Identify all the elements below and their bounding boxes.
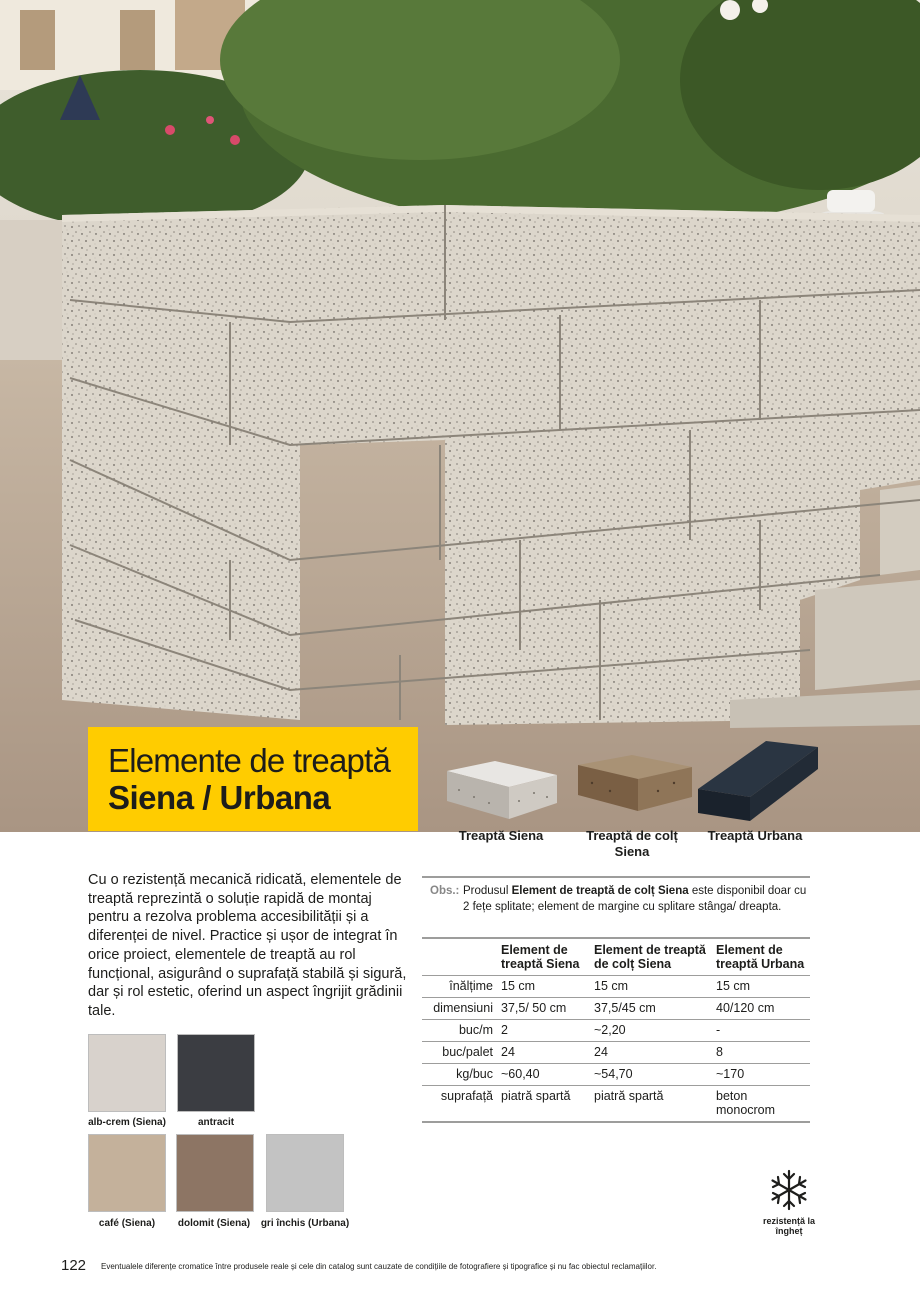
title-box bbox=[88, 727, 418, 831]
product-treapta-colt-siena bbox=[567, 735, 697, 865]
swatch-label: alb-crem (Siena) bbox=[88, 1117, 166, 1128]
table-cell: 37,5/45 cm bbox=[590, 998, 712, 1020]
table-header-cell: Element de treaptă de colț Siena bbox=[590, 938, 712, 976]
table-cell: 15 cm bbox=[712, 976, 810, 998]
table-row bbox=[422, 1042, 810, 1064]
page-title-line1: Elemente de treaptă bbox=[108, 742, 390, 779]
table-header-row bbox=[422, 938, 810, 976]
table-cell: 24 bbox=[590, 1042, 712, 1064]
swatch-label: antracit bbox=[197, 1117, 235, 1128]
page-number: 122 bbox=[61, 1257, 87, 1274]
table-cell: ~2,20 bbox=[590, 1020, 712, 1042]
table-cell: beton monocrom bbox=[712, 1086, 810, 1123]
note-text-bold: Element de treaptă de colț Siena bbox=[511, 885, 689, 897]
table-cell: 40/120 cm bbox=[712, 998, 810, 1020]
product-label: Treaptă de colț Siena bbox=[586, 828, 678, 859]
product-gallery bbox=[430, 735, 820, 865]
table-row bbox=[422, 1064, 810, 1086]
note-divider bbox=[422, 876, 810, 878]
row-label: înălțime bbox=[422, 976, 497, 998]
table-cell: 15 cm bbox=[590, 976, 712, 998]
step-block-corner-icon bbox=[570, 735, 694, 821]
table-header-cell: Element de treaptă Siena bbox=[497, 938, 590, 976]
table-cell: piatră spartă bbox=[497, 1086, 590, 1123]
row-label: dimensiuni bbox=[422, 998, 497, 1020]
step-block-dark-icon bbox=[690, 735, 820, 821]
swatch-label: dolomit (Siena) bbox=[177, 1218, 251, 1229]
product-label: Treaptă Siena bbox=[458, 828, 544, 843]
swatch-antracit bbox=[177, 1034, 255, 1112]
row-label: suprafață bbox=[422, 1086, 497, 1123]
product-treapta-siena bbox=[436, 735, 566, 865]
product-label: Treaptă Urbana bbox=[707, 828, 803, 843]
row-label: buc/m bbox=[422, 1020, 497, 1042]
swatch-label: café (Siena) bbox=[98, 1218, 156, 1229]
table-cell: - bbox=[712, 1020, 810, 1042]
table-header-cell: Element de treaptă Urbana bbox=[712, 938, 810, 976]
intro-paragraph: Cu o rezistență mecanică ridicată, elementele de treaptă reprezintă o soluție rapidă de montaj pentru a rezolva problema accesibilității și a diferenței de nivel. Practice și ușor de integrat în orice proiect, elementele de treaptă au rol funcțional, asigurând o suprafață stabilă și sigură, dar și rol estetic, oferind un aspect îngrijit grădinii tale. bbox=[88, 872, 407, 1019]
table-row bbox=[422, 1020, 810, 1042]
note-text-before: Produsul bbox=[463, 885, 512, 897]
step-block-light-icon bbox=[439, 735, 563, 821]
swatch-gri-inchis bbox=[266, 1134, 344, 1212]
table-cell: piatră spartă bbox=[590, 1086, 712, 1123]
table-row bbox=[422, 976, 810, 998]
swatch-label: gri închis (Urbana) bbox=[260, 1218, 350, 1229]
table-cell: 24 bbox=[497, 1042, 590, 1064]
table-cell: 15 cm bbox=[497, 976, 590, 998]
table-cell: 37,5/ 50 cm bbox=[497, 998, 590, 1020]
row-label: kg/buc bbox=[422, 1064, 497, 1086]
frost-label: rezistență la îngheț bbox=[762, 1216, 816, 1236]
product-treapta-urbana bbox=[690, 735, 820, 865]
swatch-cafe bbox=[88, 1134, 166, 1212]
row-label: buc/palet bbox=[422, 1042, 497, 1064]
product-note bbox=[430, 884, 810, 915]
table-cell: ~54,70 bbox=[590, 1064, 712, 1086]
table-cell: 2 bbox=[497, 1020, 590, 1042]
spec-table bbox=[422, 937, 810, 1123]
table-row bbox=[422, 998, 810, 1020]
swatch-dolomit bbox=[176, 1134, 254, 1212]
table-cell: 8 bbox=[712, 1042, 810, 1064]
table-cell: ~170 bbox=[712, 1064, 810, 1086]
table-cell: ~60,40 bbox=[497, 1064, 590, 1086]
table-row bbox=[422, 1086, 810, 1123]
note-text-after: este disponibil doar cu 2 fețe splitate; element de margine cu splitare stânga/ dreapta. bbox=[463, 885, 807, 913]
disclaimer: Eventualele diferențe cromatice între produsele reale și cele din catalog sunt cauzate de condițiile de fotografiere și tipografice și nu fac obiectul reclamațiilor. bbox=[101, 1262, 657, 1271]
table-header-cell bbox=[422, 938, 497, 976]
note-prefix: Obs.: bbox=[430, 885, 460, 897]
swatch-alb-crem bbox=[88, 1034, 166, 1112]
page-title-line2: Siena / Urbana bbox=[108, 779, 331, 816]
snowflake-icon bbox=[762, 1168, 816, 1217]
